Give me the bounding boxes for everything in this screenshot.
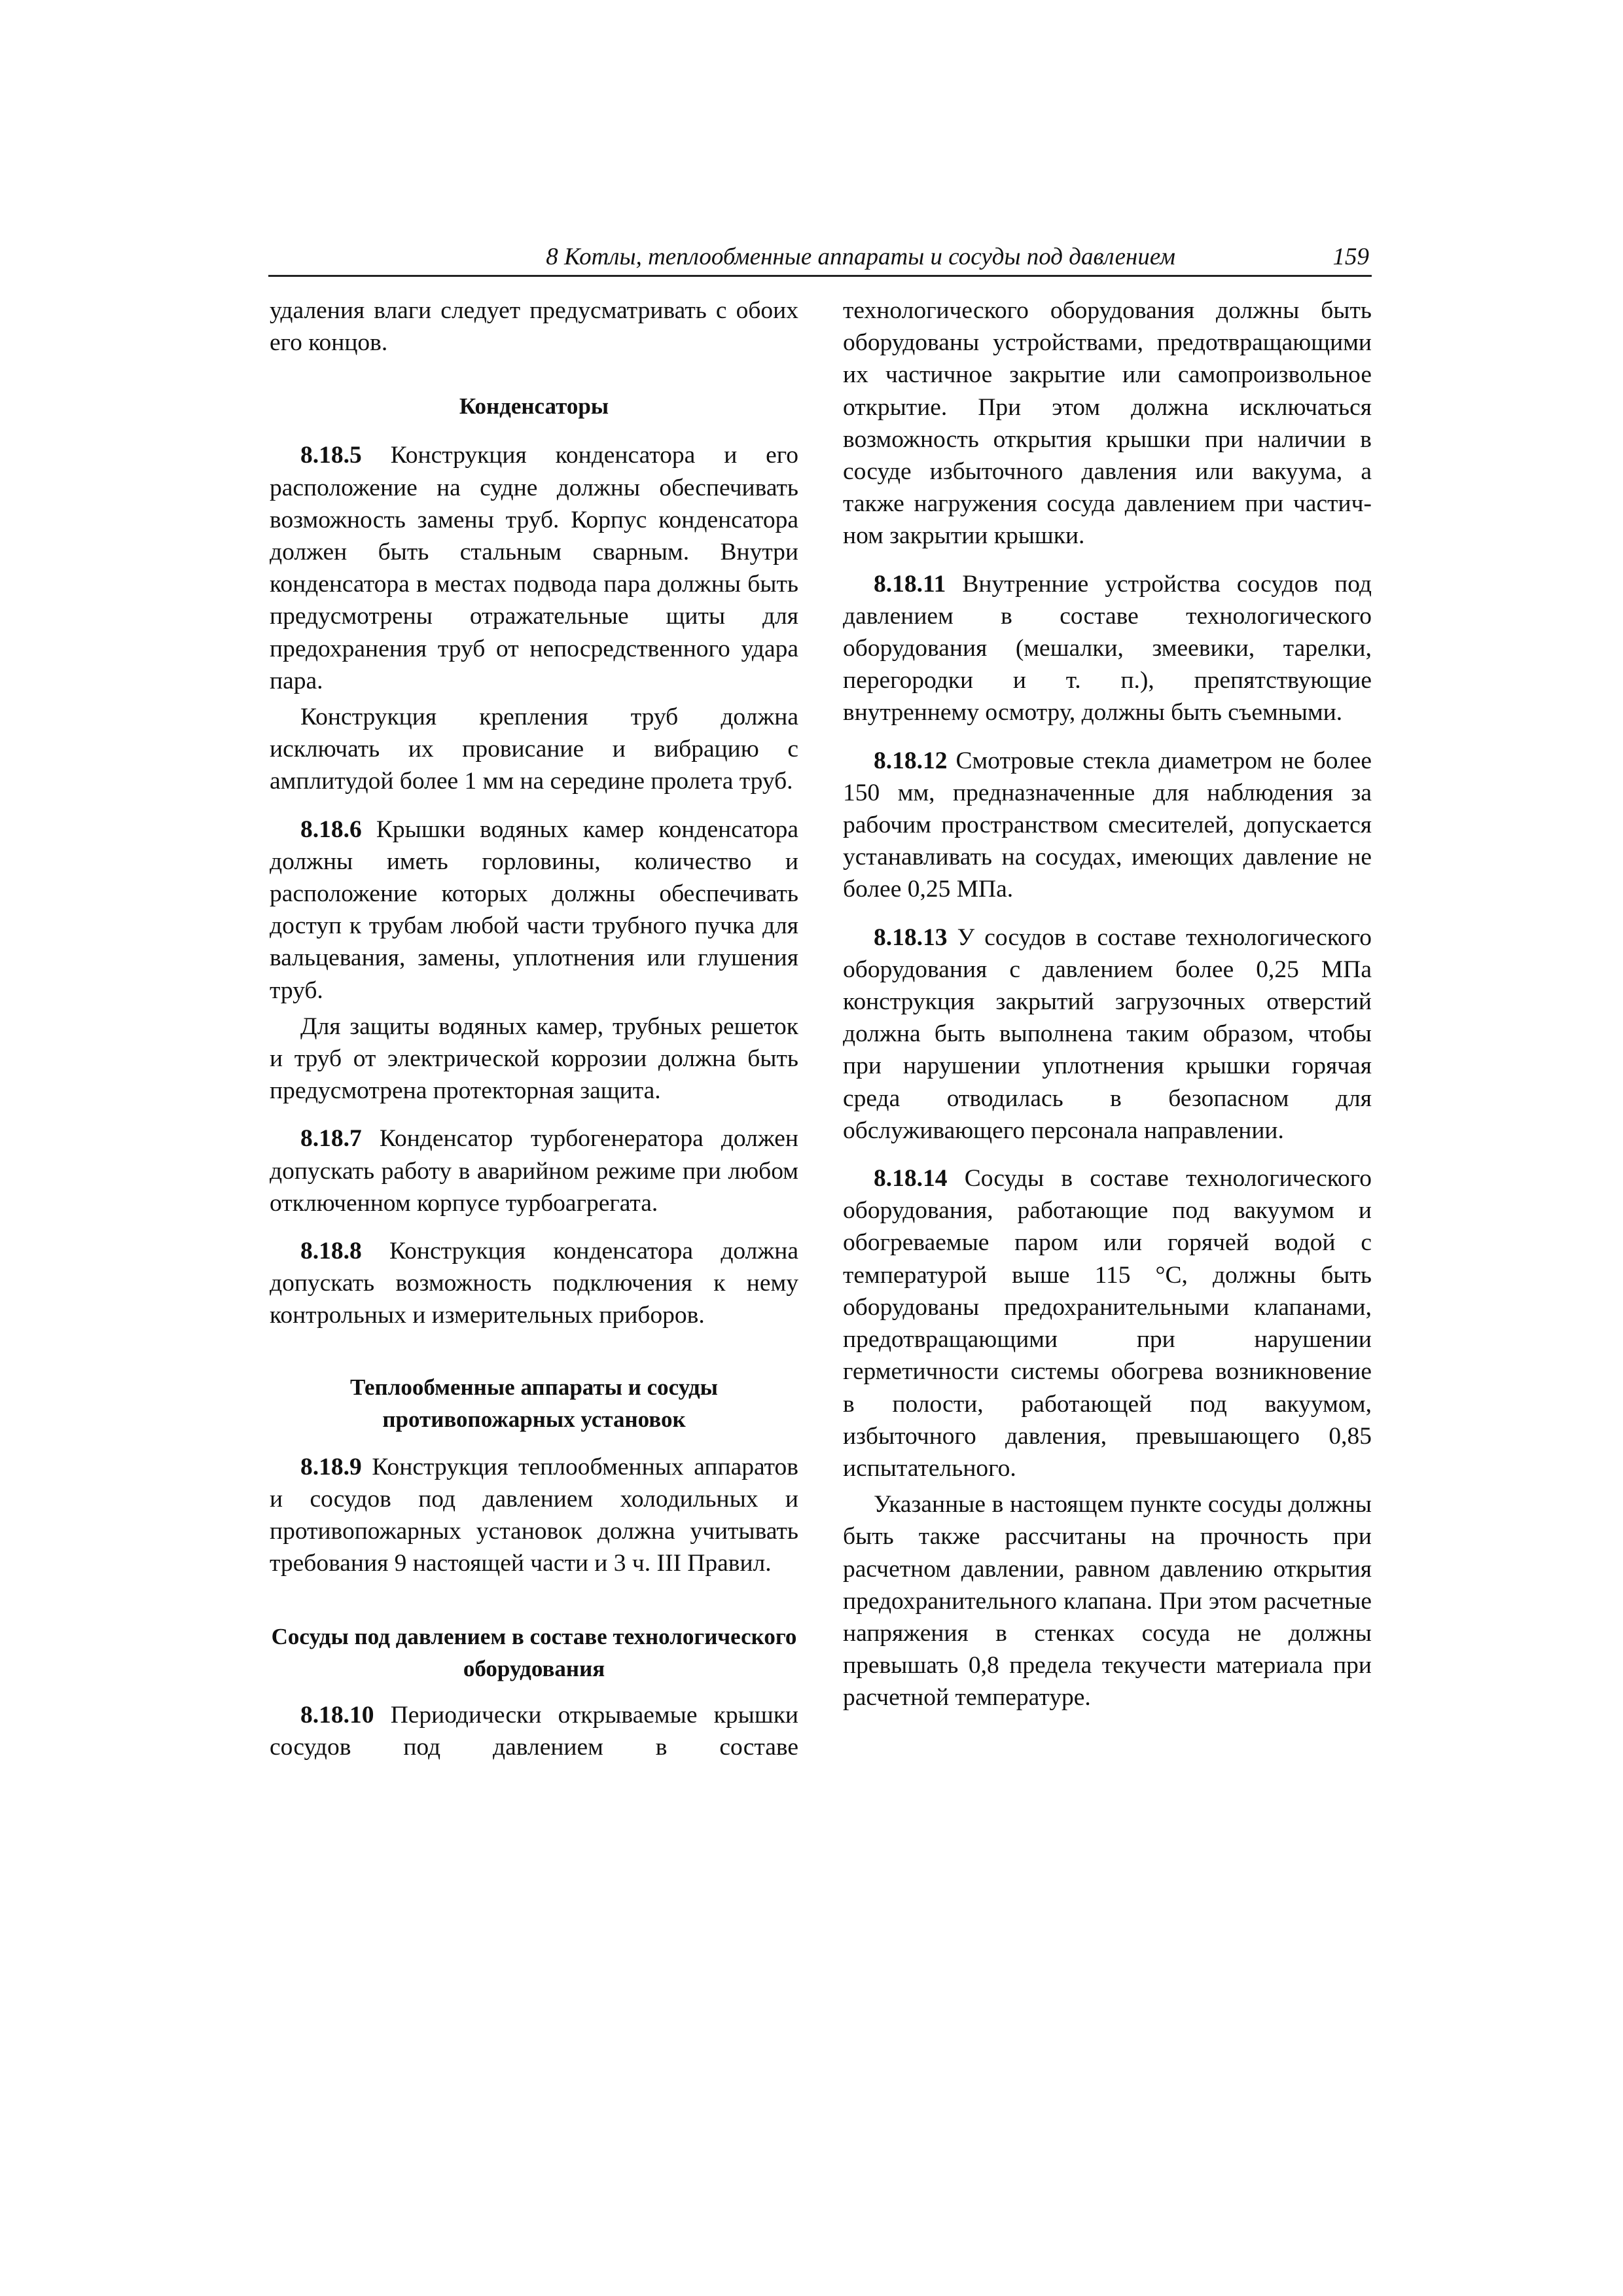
- clause-8-18-9: [270, 1451, 798, 1580]
- clause-text: Периодически открываемые крышки сосудов под давлением в составе: [270, 1701, 798, 1761]
- section-heading-teploobmennye: Теплообменные аппараты и сосуды противопожарных установок: [349, 1374, 719, 1432]
- clause-text: Конструкция теплообменных аппаратов и сосудов под давлением холодильных и противопожарных установок должна учитывать требования 9 настоящей части и 3 ч. III Правил.: [270, 1453, 798, 1577]
- clause-text: Сосуды в составе технологического оборудования, работающие под вакуумом и обогреваемые паром или горячей водой с температурой выше 115 °С, должны быть оборудованы предохранительными клапанами, предотвращающими при нарушении герметичности системы обогрева возникновение в полости, работающей под вакуумом, избыточного давления, превышающего 0,85 испытательного.: [843, 1165, 1372, 1482]
- paragraph-continuation: удаления влаги следует предусматривать с обоих его концов.: [270, 297, 798, 357]
- clause-text: Внутренние устройства сосудов под давлением в составе технологического оборудования (мешалки, змеевики, тарелки, перегородки и т. п.), препятствующие внутреннему осмотру, должны быть съемными.: [843, 570, 1372, 726]
- clause-text: Конструкция конденсатора должна допускать возможность подключения к нему контрольных и измерительных приборов.: [270, 1238, 798, 1329]
- clause-8-18-8: [270, 1235, 798, 1332]
- clause-number: 8.18.6: [300, 816, 362, 843]
- clause-8-18-10: [270, 1699, 798, 1763]
- clause-8-18-6: [270, 814, 798, 1007]
- clause-8-18-14-paragraph-2: Указанные в настоящем пункте сосуды должны быть также рассчитаны на прочность при расчетном давлении, равном давлению открытия предохранительного клапана. При этом расчетные напряжения в стенках сосуда не должны превышать 0,8 предела текучести материала при расчетной температуре.: [843, 1491, 1372, 1712]
- clause-number: 8.18.14: [874, 1165, 948, 1193]
- clause-8-18-13: [843, 922, 1372, 1147]
- clause-number: 8.18.10: [300, 1701, 374, 1729]
- clause-8-18-7: [270, 1122, 798, 1219]
- clause-number: 8.18.8: [300, 1238, 362, 1265]
- clause-text: Конденсатор турбогенератора должен допускать работу в аварийном режиме при любом отключенном корпусе турбоагрегата.: [270, 1125, 798, 1217]
- right-column: [843, 295, 1372, 1714]
- clause-8-18-11: [843, 568, 1372, 729]
- running-title: 8 Котлы, теплообменные аппараты и сосуды под давлением: [546, 243, 1175, 270]
- clause-8-18-14: [843, 1162, 1372, 1484]
- clause-number: 8.18.13: [874, 924, 948, 951]
- clause-number: 8.18.9: [300, 1453, 362, 1480]
- page-header: [268, 241, 1372, 277]
- clause-text: У сосудов в составе технологического оборудования с давлением более 0,25 МПа конструкция закрытий загрузочных отверстий должна быть выполнена таким образом, чтобы при нарушении уплотнения крышки горячая среда отводилась в безопасном для обслуживающего персонала направлении.: [843, 924, 1372, 1144]
- clause-8-18-12: [843, 745, 1372, 906]
- left-column: [270, 295, 798, 1763]
- clause-text: Конструкция конденсатора и его расположение на судне должны обеспечивать возможность замены труб. Корпус конденсатора должен быть стальным сварным. Внутри конденсатора в местах подвода пара должны быть предусмотрены отражательные щиты для предохранения труб от непосредственного удара пара.: [270, 442, 798, 694]
- clause-text: Крышки водяных камер конденсатора должны иметь горловины, количество и расположение которых должны обеспечивать доступ к трубам любой части трубного пучка для вальцевания, замены, уплотнения или глушения труб.: [270, 816, 798, 1004]
- section-heading-kondensatory: Конденсаторы: [459, 393, 609, 420]
- clause-text: Смотровые стекла диаметром не более 150 мм, предназначенные для наблюдения за рабочим пространством смесителей, допускается устанавливать на сосудах, имеющих давление не более 0,25 МПа.: [843, 747, 1372, 903]
- clause-8-18-5: [270, 439, 798, 697]
- clause-8-18-6-paragraph-2: Для защиты водяных камер, трубных решеток и труб от электрической коррозии должна быть предусмотрена протекторная защита.: [270, 1013, 798, 1105]
- clause-8-18-10-continuation: технологического оборудования должны быть оборудованы устройствами, предотвращающими их частичное закрытие или самопроизвольное открытие. При этом должна исключаться возможность открытия крышки при наличии в сосуде избыточного давления или вакуума, а также нагружения сосуда давлением при частичном закрытии крышки.: [843, 297, 1372, 550]
- clause-number: 8.18.12: [874, 747, 948, 774]
- clause-number: 8.18.5: [300, 442, 362, 469]
- clause-8-18-5-paragraph-2: Конструкция крепления труб должна исключать их провисание и вибрацию с амплитудой более 1 мм на середине пролета труб.: [270, 704, 798, 795]
- clause-number: 8.18.7: [300, 1125, 362, 1153]
- page-number: 159: [1332, 243, 1369, 270]
- clause-number: 8.18.11: [874, 570, 946, 598]
- section-heading-sosudy: Сосуды под давлением в составе технологического оборудования: [271, 1623, 797, 1681]
